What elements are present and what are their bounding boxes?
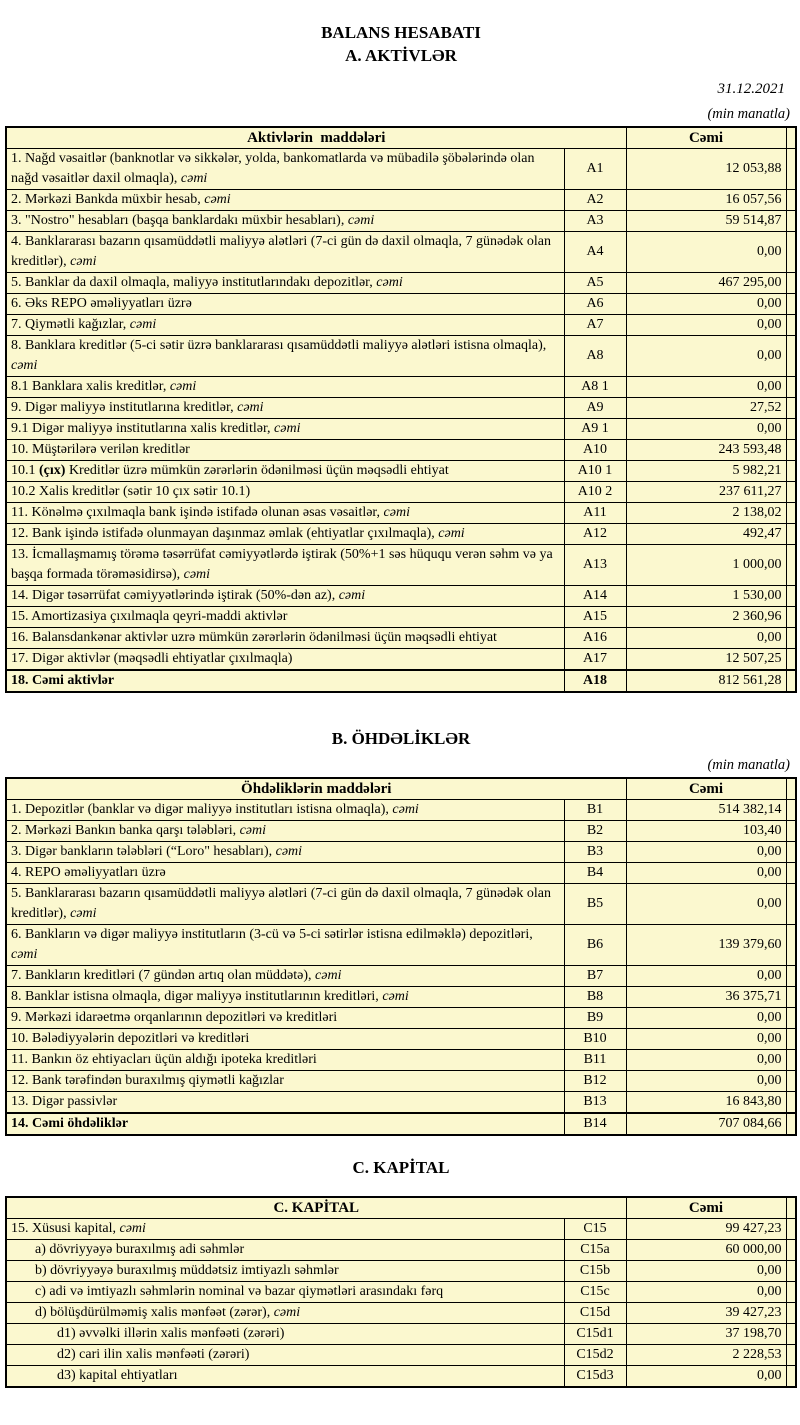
row-code: B8 — [564, 986, 626, 1007]
row-code: A4 — [564, 231, 626, 272]
table-row — [6, 627, 796, 648]
spacer-header-cell — [786, 127, 796, 149]
spacer-cell — [786, 1007, 796, 1028]
table-row — [6, 1281, 796, 1302]
table-row — [6, 1323, 796, 1344]
row-code: A10 2 — [564, 481, 626, 502]
row-label: 10. Müştərilərə verilən kreditlər — [6, 439, 564, 460]
spacer-cell — [786, 397, 796, 418]
table-row — [6, 648, 796, 670]
row-label: 14. Digər təsərrüfat cəmiyyətlərində iştirak (50%-dən az), cəmi — [6, 585, 564, 606]
row-code: A16 — [564, 627, 626, 648]
row-value: 707 084,66 — [626, 1113, 786, 1135]
row-value: 0,00 — [626, 1049, 786, 1070]
row-value: 0,00 — [626, 418, 786, 439]
row-value: 0,00 — [626, 231, 786, 272]
spacer-cell — [786, 862, 796, 883]
table-row — [6, 231, 796, 272]
spacer-cell — [786, 376, 796, 397]
table-row — [6, 1007, 796, 1028]
row-label: b) dövriyyəyə buraxılmış müddətsiz imtiyazlı səhmlər — [6, 1260, 564, 1281]
row-code: A3 — [564, 210, 626, 231]
spacer-cell — [786, 210, 796, 231]
liabilities-header-row — [6, 778, 796, 800]
row-value: 37 198,70 — [626, 1323, 786, 1344]
capital-table — [5, 1196, 797, 1388]
capital-items-header: C. KAPİTAL — [6, 1197, 626, 1219]
report-title: BALANS HESABATI — [321, 23, 481, 42]
table-row — [6, 799, 796, 820]
row-code: A5 — [564, 272, 626, 293]
spacer-cell — [786, 1281, 796, 1302]
row-label: 12. Bank tərəfindən buraxılmış qiymətli kağızlar — [6, 1070, 564, 1091]
spacer-header-cell — [786, 778, 796, 800]
table-row — [6, 1365, 796, 1387]
table-row — [6, 523, 796, 544]
capital-table-body — [6, 1218, 796, 1387]
spacer-cell — [786, 1302, 796, 1323]
liabilities-table — [5, 777, 797, 1136]
row-code: A17 — [564, 648, 626, 670]
spacer-cell — [786, 1113, 796, 1135]
liabilities-total-header: Cəmi — [626, 778, 786, 800]
spacer-cell — [786, 439, 796, 460]
spacer-cell — [786, 585, 796, 606]
table-row — [6, 418, 796, 439]
table-row — [6, 986, 796, 1007]
row-code: C15d2 — [564, 1344, 626, 1365]
row-value: 99 427,23 — [626, 1218, 786, 1239]
row-label: d2) cari ilin xalis mənfəəti (zərəri) — [6, 1344, 564, 1365]
spacer-cell — [786, 544, 796, 585]
row-label: 6. Əks REPO əməliyyatları üzrə — [6, 293, 564, 314]
row-label: 16. Balansdankənar aktivlər uzrə mümkün zərərlərin ödənilməsi üçün məqsədli ehtiyat — [6, 627, 564, 648]
row-code: B14 — [564, 1113, 626, 1135]
row-code: B12 — [564, 1070, 626, 1091]
row-value: 1 000,00 — [626, 544, 786, 585]
row-value: 0,00 — [626, 1007, 786, 1028]
row-code: A8 1 — [564, 376, 626, 397]
spacer-cell — [786, 820, 796, 841]
row-value: 243 593,48 — [626, 439, 786, 460]
report-date: 31.12.2021 — [717, 80, 785, 97]
table-row — [6, 1344, 796, 1365]
spacer-cell — [786, 502, 796, 523]
row-label: 1. Depozitlər (banklar və digər maliyyə institutları istisna olmaqla), cəmi — [6, 799, 564, 820]
row-label: 9.1 Digər maliyyə institutlarına xalis kreditlər, cəmi — [6, 418, 564, 439]
spacer-cell — [786, 1028, 796, 1049]
row-code: A9 1 — [564, 418, 626, 439]
row-label: 2. Mərkəzi Bankın banka qarşı tələbləri, cəmi — [6, 820, 564, 841]
row-code: B9 — [564, 1007, 626, 1028]
row-label: 18. Cəmi aktivlər — [6, 670, 564, 692]
row-value: 12 507,25 — [626, 648, 786, 670]
table-row — [6, 924, 796, 965]
row-label: 9. Digər maliyyə institutlarına kreditlər, cəmi — [6, 397, 564, 418]
row-label: d3) kapital ehtiyatları — [6, 1365, 564, 1387]
table-row — [6, 481, 796, 502]
spacer-cell — [786, 1365, 796, 1387]
row-label: d) bölüşdürülməmiş xalis mənfəət (zərər), cəmi — [6, 1302, 564, 1323]
table-row — [6, 883, 796, 924]
row-label: 17. Digər aktivlər (məqsədli ehtiyatlar çıxılmaqla) — [6, 648, 564, 670]
spacer-cell — [786, 883, 796, 924]
spacer-cell — [786, 1049, 796, 1070]
assets-items-header: Aktivlərin maddələri — [6, 127, 626, 149]
row-label: 14. Cəmi öhdəliklər — [6, 1113, 564, 1135]
row-value: 16 057,56 — [626, 189, 786, 210]
row-code: C15c — [564, 1281, 626, 1302]
row-code: A7 — [564, 314, 626, 335]
row-value: 60 000,00 — [626, 1239, 786, 1260]
row-value: 0,00 — [626, 376, 786, 397]
row-value: 59 514,87 — [626, 210, 786, 231]
row-value: 2 138,02 — [626, 502, 786, 523]
row-label: 9. Mərkəzi idarəetmə orqanlarının depozitləri və kreditləri — [6, 1007, 564, 1028]
row-value: 812 561,28 — [626, 670, 786, 692]
table-row — [6, 293, 796, 314]
table-row — [6, 1239, 796, 1260]
spacer-cell — [786, 148, 796, 189]
spacer-cell — [786, 606, 796, 627]
row-label: 13. İcmallaşmamış törəmə təsərrüfat cəmiyyətlərdə iştirak (50%+1 səs hüququ verən səhm və ya başqa formada törəməsidirsə), cəmi — [6, 544, 564, 585]
unit-note-a: (min manatla) — [707, 105, 790, 122]
row-label: 2. Mərkəzi Bankda müxbir hesab, cəmi — [6, 189, 564, 210]
row-code: B7 — [564, 965, 626, 986]
row-code: A9 — [564, 397, 626, 418]
row-code: B5 — [564, 883, 626, 924]
table-row — [6, 1091, 796, 1113]
row-label: a) dövriyyəyə buraxılmış adi səhmlər — [6, 1239, 564, 1260]
row-code: C15a — [564, 1239, 626, 1260]
row-code: C15d — [564, 1302, 626, 1323]
row-code: A11 — [564, 502, 626, 523]
row-label: 3. "Nostro" hesabları (başqa banklardakı müxbir hesabları), cəmi — [6, 210, 564, 231]
row-value: 0,00 — [626, 1028, 786, 1049]
row-code: A2 — [564, 189, 626, 210]
row-code: A14 — [564, 585, 626, 606]
total-row — [6, 1113, 796, 1135]
row-code: B13 — [564, 1091, 626, 1113]
row-label: 7. Qiymətli kağızlar, cəmi — [6, 314, 564, 335]
table-row — [6, 820, 796, 841]
spacer-cell — [786, 1070, 796, 1091]
row-code: B6 — [564, 924, 626, 965]
row-label: 8.1 Banklara xalis kreditlər, cəmi — [6, 376, 564, 397]
row-code: B3 — [564, 841, 626, 862]
row-value: 467 295,00 — [626, 272, 786, 293]
row-value: 0,00 — [626, 335, 786, 376]
row-value: 103,40 — [626, 820, 786, 841]
table-row — [6, 189, 796, 210]
spacer-header-cell — [786, 1197, 796, 1219]
spacer-cell — [786, 1323, 796, 1344]
row-code: C15b — [564, 1260, 626, 1281]
row-label: 11. Könəlmə çıxılmaqla bank işində istifadə olunan əsas vəsaitlər, cəmi — [6, 502, 564, 523]
table-row — [6, 1049, 796, 1070]
row-value: 0,00 — [626, 1070, 786, 1091]
row-value: 12 053,88 — [626, 148, 786, 189]
row-value: 39 427,23 — [626, 1302, 786, 1323]
row-code: A10 — [564, 439, 626, 460]
row-label: 15. Amortizasiya çıxılmaqla qeyri-maddi aktivlər — [6, 606, 564, 627]
row-value: 0,00 — [626, 1260, 786, 1281]
row-label: 10.1 (çıx) Kreditlər üzrə mümkün zərərlərin ödənilməsi üçün məqsədli ehtiyat — [6, 460, 564, 481]
total-row — [6, 670, 796, 692]
row-value: 0,00 — [626, 965, 786, 986]
table-row — [6, 965, 796, 986]
row-label: 5. Banklar da daxil olmaqla, maliyyə institutlarındakı depozitlər, cəmi — [6, 272, 564, 293]
row-label: 8. Banklar istisna olmaqla, digər maliyyə institutlarının kreditləri, cəmi — [6, 986, 564, 1007]
spacer-cell — [786, 460, 796, 481]
row-label: 15. Xüsusi kapital, cəmi — [6, 1218, 564, 1239]
row-value: 0,00 — [626, 862, 786, 883]
table-row — [6, 502, 796, 523]
row-value: 237 611,27 — [626, 481, 786, 502]
row-value: 0,00 — [626, 841, 786, 862]
row-code: A12 — [564, 523, 626, 544]
section-c-title: C. KAPİTAL — [352, 1157, 450, 1177]
row-value: 5 982,21 — [626, 460, 786, 481]
row-value: 2 228,53 — [626, 1344, 786, 1365]
row-label: c) adi və imtiyazlı səhmlərin nominal və bazar qiymətləri arasındakı fərq — [6, 1281, 564, 1302]
spacer-cell — [786, 1260, 796, 1281]
spacer-cell — [786, 648, 796, 670]
assets-table-body — [6, 148, 796, 692]
table-row — [6, 1070, 796, 1091]
row-value: 36 375,71 — [626, 986, 786, 1007]
spacer-cell — [786, 418, 796, 439]
row-code: B11 — [564, 1049, 626, 1070]
row-label: d1) əvvəlki illərin xalis mənfəəti (zərəri) — [6, 1323, 564, 1344]
row-code: C15d1 — [564, 1323, 626, 1344]
spacer-cell — [786, 481, 796, 502]
row-label: 4. REPO əməliyyatları üzrə — [6, 862, 564, 883]
row-label: 5. Banklararası bazarın qısamüddətli maliyyə alətləri (7-ci gün də daxil olmaqla, 7 günədək olan kreditlər), cəmi — [6, 883, 564, 924]
row-code: B10 — [564, 1028, 626, 1049]
row-code: C15 — [564, 1218, 626, 1239]
table-row — [6, 148, 796, 189]
spacer-cell — [786, 924, 796, 965]
spacer-cell — [786, 1091, 796, 1113]
row-value: 0,00 — [626, 1365, 786, 1387]
section-a-title: A. AKTİVLƏR — [345, 45, 457, 65]
table-row — [6, 1260, 796, 1281]
assets-table — [5, 126, 797, 693]
row-value: 0,00 — [626, 293, 786, 314]
table-row — [6, 439, 796, 460]
row-value: 514 382,14 — [626, 799, 786, 820]
row-code: B2 — [564, 820, 626, 841]
row-code: C15d3 — [564, 1365, 626, 1387]
table-row — [6, 272, 796, 293]
table-row — [6, 585, 796, 606]
row-label: 3. Digər bankların tələbləri (“Loro" hesabları), cəmi — [6, 841, 564, 862]
spacer-cell — [786, 335, 796, 376]
spacer-cell — [786, 293, 796, 314]
capital-header-row — [6, 1197, 796, 1219]
table-row — [6, 210, 796, 231]
row-label: 13. Digər passivlər — [6, 1091, 564, 1113]
row-label: 10. Bələdiyyələrin depozitləri və kreditləri — [6, 1028, 564, 1049]
table-row — [6, 1028, 796, 1049]
row-label: 6. Bankların və digər maliyyə institutların (3-cü və 5-ci sətirlər istisna edilməklə) depozitləri, cəmi — [6, 924, 564, 965]
row-value: 492,47 — [626, 523, 786, 544]
row-code: A1 — [564, 148, 626, 189]
spacer-cell — [786, 1239, 796, 1260]
row-value: 139 379,60 — [626, 924, 786, 965]
spacer-cell — [786, 627, 796, 648]
row-value: 16 843,80 — [626, 1091, 786, 1113]
table-row — [6, 1218, 796, 1239]
table-row — [6, 397, 796, 418]
row-label: 8. Banklara kreditlər (5-ci sətir üzrə banklararası qısamüddətli maliyyə alətləri istisna olmaqla), cəmi — [6, 335, 564, 376]
spacer-cell — [786, 1344, 796, 1365]
table-row — [6, 314, 796, 335]
row-value: 0,00 — [626, 314, 786, 335]
row-label: 7. Bankların kreditləri (7 gündən artıq olan müddətə), cəmi — [6, 965, 564, 986]
row-code: A10 1 — [564, 460, 626, 481]
spacer-cell — [786, 841, 796, 862]
unit-note-b: (min manatla) — [707, 756, 790, 773]
row-value: 2 360,96 — [626, 606, 786, 627]
row-code: A8 — [564, 335, 626, 376]
row-label: 10.2 Xalis kreditlər (sətir 10 çıx sətir 10.1) — [6, 481, 564, 502]
liabilities-table-body — [6, 799, 796, 1135]
table-row — [6, 862, 796, 883]
row-code: A15 — [564, 606, 626, 627]
table-row — [6, 841, 796, 862]
row-code: B4 — [564, 862, 626, 883]
assets-header-row — [6, 127, 796, 149]
section-b-title: B. ÖHDƏLİKLƏR — [331, 728, 471, 748]
liabilities-items-header: Öhdəliklərin maddələri — [6, 778, 626, 800]
assets-total-header: Cəmi — [626, 127, 786, 149]
table-row — [6, 544, 796, 585]
spacer-cell — [786, 523, 796, 544]
spacer-cell — [786, 189, 796, 210]
row-value: 1 530,00 — [626, 585, 786, 606]
row-label: 1. Nağd vəsaitlər (banknotlar və sikkələr, yolda, bankomatlarda və mübadilə şöbələrində olan nağd vəsaitlər daxil olmaqla), cəmi — [6, 148, 564, 189]
row-code: A6 — [564, 293, 626, 314]
row-value: 27,52 — [626, 397, 786, 418]
row-label: 12. Bank işində istifadə olunmayan daşınmaz əmlak (ehtiyatlar çıxılmaqla), cəmi — [6, 523, 564, 544]
table-row — [6, 1302, 796, 1323]
row-code: B1 — [564, 799, 626, 820]
table-row — [6, 460, 796, 481]
row-value: 0,00 — [626, 1281, 786, 1302]
spacer-cell — [786, 799, 796, 820]
spacer-cell — [786, 986, 796, 1007]
capital-total-header: Cəmi — [626, 1197, 786, 1219]
row-label: 4. Banklararası bazarın qısamüddətli maliyyə alətləri (7-ci gün də daxil olmaqla, 7 günədək olan kreditlər), cəmi — [6, 231, 564, 272]
spacer-cell — [786, 965, 796, 986]
table-row — [6, 376, 796, 397]
spacer-cell — [786, 231, 796, 272]
spacer-cell — [786, 1218, 796, 1239]
table-row — [6, 335, 796, 376]
row-code: A18 — [564, 670, 626, 692]
spacer-cell — [786, 272, 796, 293]
spacer-cell — [786, 670, 796, 692]
row-code: A13 — [564, 544, 626, 585]
table-row — [6, 606, 796, 627]
row-value: 0,00 — [626, 883, 786, 924]
spacer-cell — [786, 314, 796, 335]
row-value: 0,00 — [626, 627, 786, 648]
row-label: 11. Bankın öz ehtiyacları üçün aldığı ipoteka kreditləri — [6, 1049, 564, 1070]
